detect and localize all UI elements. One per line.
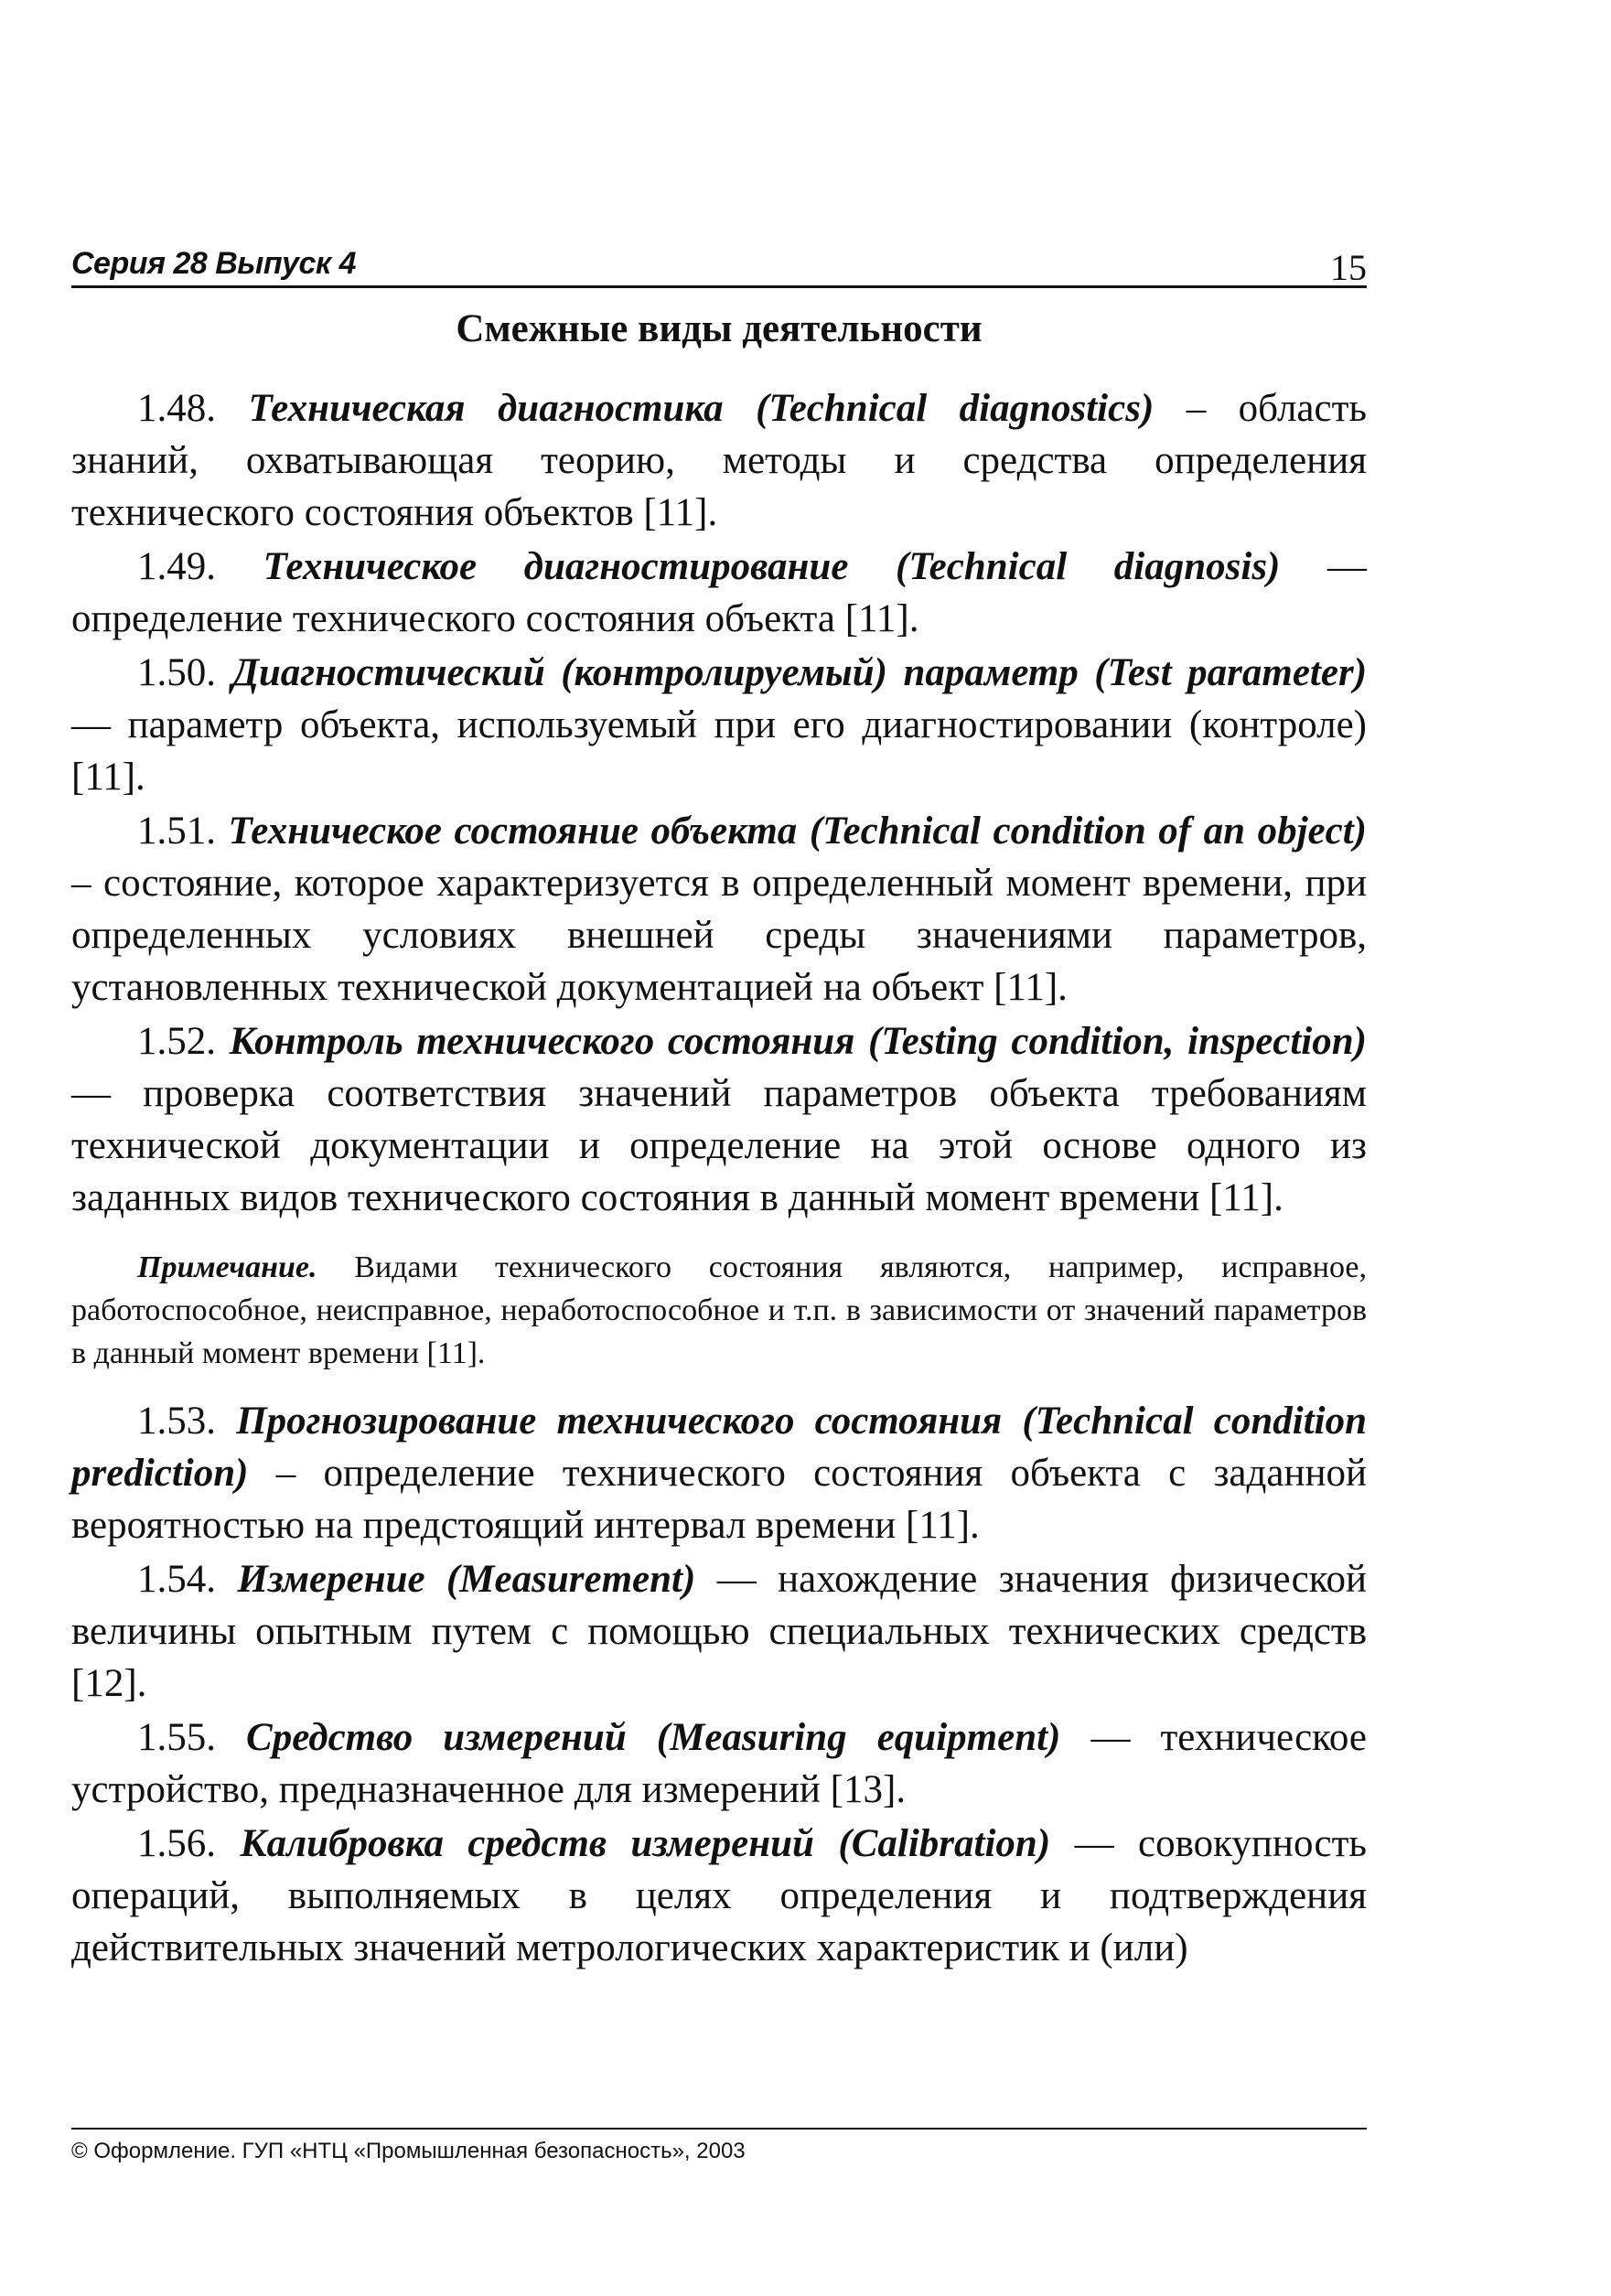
page-number: 15 (1330, 247, 1367, 288)
entry-number: 1.52. (137, 1020, 216, 1063)
definition-entry (71, 1711, 1367, 1816)
entry-number: 1.51. (137, 810, 216, 853)
entry-term: Диагностический (контролируемый) параметр (Test parameter) (231, 651, 1368, 694)
definition-entry (71, 1395, 1367, 1551)
entry-definition: — совокупность операций, выполняемых в целях определения и подтверждения действительных значений метрологических характеристик и (или) (71, 1822, 1368, 1969)
series-label: Серия 28 Выпуск 4 (71, 246, 356, 281)
entry-number: 1.55. (137, 1716, 216, 1759)
entry-number: 1.56. (137, 1822, 216, 1865)
entry-definition: — параметр объекта, используемый при его диагностировании (контроле) [11]. (71, 703, 1367, 799)
entry-definition: — определение технического состояния объекта [11]. (71, 545, 1367, 640)
running-header (71, 240, 1367, 288)
note-paragraph (71, 1246, 1367, 1375)
entry-number: 1.54. (137, 1558, 216, 1601)
entry-number: 1.50. (137, 651, 216, 694)
entry-number: 1.49. (137, 545, 216, 588)
entry-term: Прогнозирование технического состояния (Technical condition prediction) (71, 1400, 1368, 1495)
entry-definition: – определение технического состояния объекта с заданной вероятностью на предстоящий интервал времени [11]. (71, 1452, 1368, 1547)
entry-number: 1.48. (137, 387, 216, 430)
entry-number: 1.53. (137, 1400, 216, 1443)
definition-entry (71, 1818, 1367, 1974)
definition-entry (71, 805, 1367, 1014)
document-body (71, 382, 1367, 1976)
definition-entry (71, 1015, 1367, 1224)
entry-term: Техническая диагностика (Technical diagnostics) (248, 387, 1155, 430)
entry-definition: — техническое устройство, предназначенное для измерений [13]. (71, 1716, 1368, 1811)
entry-term: Средство измерений (Measuring equipment) (246, 1716, 1061, 1759)
entry-term: Измерение (Measurement) (237, 1558, 696, 1601)
entry-term: Контроль технического состояния (Testing condition, inspection) (229, 1020, 1367, 1063)
note-label: Примечание. (137, 1250, 317, 1284)
entry-definition: — нахождение значения физической величины опытным путем с помощью специальных технических средств [12]. (71, 1558, 1367, 1705)
definition-entry (71, 382, 1367, 539)
entry-term: Техническое состояние объекта (Technical condition of an object) (228, 810, 1367, 853)
entry-term: Калибровка средств измерений (Calibration) (240, 1822, 1051, 1865)
entry-definition: — проверка соответствия значений параметров объекта требованиям технической документации и определение на этой основе одного из заданных видов технического состояния в данный момент времени [11]. (71, 1072, 1367, 1219)
definition-entry (71, 647, 1367, 803)
entry-definition: – область знаний, охватывающая теорию, методы и средства определения технического состояния объектов [11]. (71, 387, 1368, 534)
definition-entry (71, 1553, 1367, 1710)
entry-term: Техническое диагностирование (Technical diagnosis) (263, 545, 1281, 588)
entry-definition: – состояние, которое характеризуется в определенный момент времени, при определенных условиях внешней среды значениями параметров, установленных технической документацией на объект [11]. (71, 862, 1367, 1009)
note-text: Видами технического состояния являются, например, исправное, работоспособное, неисправное, неработоспособное и т.п. в зависимости от значений параметров в данный момент времени [11]. (71, 1250, 1367, 1370)
document-page (71, 0, 1367, 2296)
copyright-footer: © Оформление. ГУП «НТЦ «Промышленная безопасность», 2003 (71, 2128, 1367, 2164)
definition-entry (71, 541, 1367, 645)
section-title: Смежные виды деятельности (456, 307, 983, 350)
